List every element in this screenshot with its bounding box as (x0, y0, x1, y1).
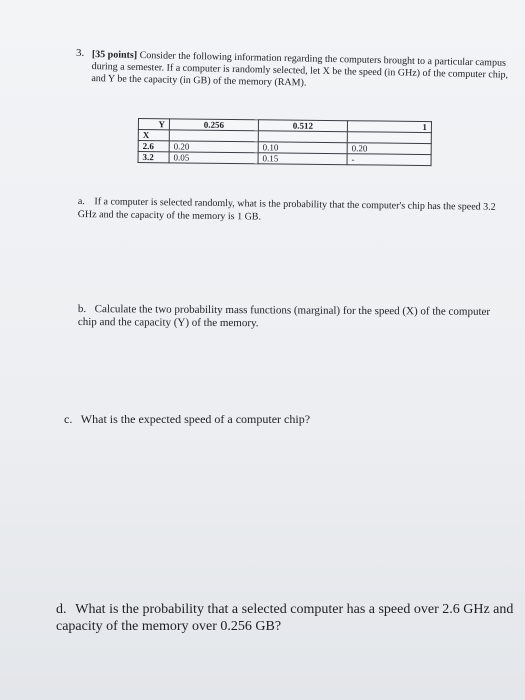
x-axis-label: X (138, 130, 169, 141)
intro-text: Consider the following information regarding the computers brought to a particular campus during a semester. If a computer is randomly selected, let X be the speed (in GHz) of the computer chip, and Y be the capacity (in GB) of the memory (RAM). (91, 50, 509, 89)
part-c (64, 413, 484, 426)
part-label: c. (64, 412, 73, 426)
part-text: What is the probability that a selected computer has a speed over 2.6 GHz and capacity of the memory over 0.256 GB? (56, 602, 514, 634)
row-header: 3.2 (138, 152, 169, 163)
table-cell: 0.05 (169, 152, 258, 164)
blank-cell (347, 132, 431, 144)
column-header: 1 (347, 121, 431, 133)
part-label: b. (77, 303, 87, 316)
part-d (56, 601, 525, 635)
part-text: If a computer is selected randomly, what is the probability that the computer's chip has the speed 3.2 GHz and the capacity of the memory is 1 GB. (77, 196, 496, 223)
part-a (78, 195, 498, 227)
column-header: 0.512 (258, 120, 347, 132)
table-cell: 0.15 (258, 153, 347, 165)
table-cell: 0.20 (347, 143, 431, 155)
table-cell: - (347, 154, 431, 166)
row-header: 2.6 (138, 141, 169, 152)
part-label: a. (77, 195, 85, 208)
question-intro (91, 49, 512, 94)
part-label: d. (56, 602, 67, 617)
points-label: [35 points] (91, 49, 138, 61)
part-text: What is the expected speed of a computer chip? (80, 412, 311, 426)
column-header: 0.256 (169, 119, 258, 131)
y-axis-label: Y (138, 119, 169, 130)
part-b (78, 303, 508, 332)
joint-probability-table (138, 118, 432, 166)
blank-cell (258, 131, 347, 143)
question-number: 3. (76, 47, 85, 59)
table-cell: 0.20 (169, 141, 258, 153)
table-row (138, 152, 431, 166)
table-cell: 0.10 (258, 142, 347, 154)
part-text: Calculate the two probability mass functions (marginal) for the speed (X) of the computer chip and the capacity (Y) of the memory. (77, 303, 491, 330)
